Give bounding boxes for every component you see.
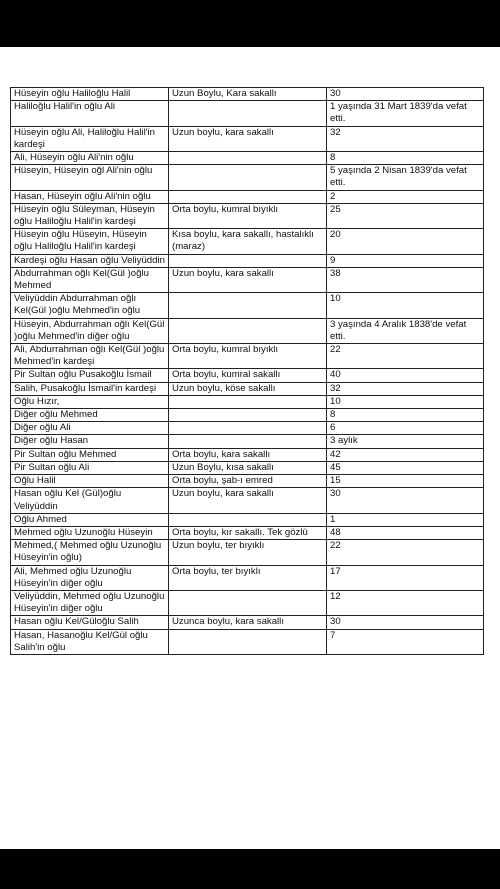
- age-cell: 3 yaşında 4 Aralık 1838'de vefat etti.: [327, 318, 484, 343]
- age-cell: 10: [327, 293, 484, 318]
- age-cell: 45: [327, 461, 484, 474]
- age-cell: 8: [327, 152, 484, 165]
- person-name-cell: Hüseyin oğlu Ali, Haliloğlu Halil'in kardeşi: [11, 126, 169, 151]
- description-cell: Uzun boylu, kara sakallı: [169, 488, 327, 513]
- person-name-cell: Hasan oğlu Kel/Güloğlu Salih: [11, 616, 169, 629]
- description-cell: [169, 435, 327, 448]
- age-cell: 32: [327, 382, 484, 395]
- table-row: [11, 126, 484, 151]
- description-cell: Uzun Boylu, Kara sakallı: [169, 88, 327, 101]
- person-name-cell: Abdurrahman oğlı Kel(Gül )oğlu Mehmed: [11, 267, 169, 292]
- table-row: [11, 395, 484, 408]
- table-row: [11, 318, 484, 343]
- person-name-cell: Pir Sultan oğlu Pusakoğlu İsmail: [11, 369, 169, 382]
- age-cell: 6: [327, 422, 484, 435]
- age-cell: 9: [327, 254, 484, 267]
- person-name-cell: Diğer oğlu Ali: [11, 422, 169, 435]
- person-name-cell: Salih, Pusakoğlu İsmail'in kardeşi: [11, 382, 169, 395]
- person-name-cell: Hasan oğlu Kel (Gül)oğlu Veliyüddin: [11, 488, 169, 513]
- table-row: [11, 190, 484, 203]
- description-cell: Kısa boylu, kara sakallı, hastalıklı (maraz): [169, 229, 327, 254]
- description-cell: Orta boylu, şab-ı emred: [169, 475, 327, 488]
- age-cell: 12: [327, 590, 484, 615]
- table-row: [11, 540, 484, 565]
- age-cell: 22: [327, 344, 484, 369]
- description-cell: Orta boylu, kumral sakallı: [169, 369, 327, 382]
- description-cell: Uzun Boylu, kısa sakallı: [169, 461, 327, 474]
- table-row: [11, 565, 484, 590]
- age-cell: 20: [327, 229, 484, 254]
- age-cell: 5 yaşında 2 Nisan 1839'da vefat etti.: [327, 165, 484, 190]
- description-cell: Orta boylu, kumral bıyıklı: [169, 344, 327, 369]
- table-row: [11, 488, 484, 513]
- description-cell: [169, 409, 327, 422]
- table-row: [11, 590, 484, 615]
- table-row: [11, 461, 484, 474]
- age-cell: 30: [327, 88, 484, 101]
- table-row: [11, 229, 484, 254]
- census-table: [10, 87, 484, 655]
- census-table-body: [11, 88, 484, 655]
- table-row: [11, 475, 484, 488]
- description-cell: [169, 101, 327, 126]
- person-name-cell: Hüseyin oğlu Hüseyin, Hüseyin oğlu Haliloğlu Halil'in kardeşi: [11, 229, 169, 254]
- table-row: [11, 382, 484, 395]
- person-name-cell: Hasan, Hasanoğlu Kel/Gül oğlu Salih'in oğlu: [11, 629, 169, 654]
- age-cell: 1: [327, 513, 484, 526]
- description-cell: Uzun boylu, köse sakallı: [169, 382, 327, 395]
- person-name-cell: Hüseyin oğlu Süleyman, Hüseyin oğlu Haliloğlu Halil'in kardeşi: [11, 203, 169, 228]
- age-cell: 25: [327, 203, 484, 228]
- description-cell: [169, 422, 327, 435]
- description-cell: [169, 590, 327, 615]
- age-cell: 2: [327, 190, 484, 203]
- table-row: [11, 267, 484, 292]
- description-cell: [169, 254, 327, 267]
- table-row: [11, 513, 484, 526]
- person-name-cell: Diğer oğlu Hasan: [11, 435, 169, 448]
- document-page: [0, 47, 500, 849]
- age-cell: 38: [327, 267, 484, 292]
- table-row: [11, 344, 484, 369]
- description-cell: Uzun boylu, kara sakallı: [169, 267, 327, 292]
- person-name-cell: Kardeşi oğlu Hasan oğlu Veliyüddin: [11, 254, 169, 267]
- description-cell: [169, 152, 327, 165]
- age-cell: 22: [327, 540, 484, 565]
- table-row: [11, 293, 484, 318]
- table-row: [11, 448, 484, 461]
- table-row: [11, 165, 484, 190]
- person-name-cell: Mehmed oğlu Uzunoğlu Hüseyin: [11, 526, 169, 539]
- age-cell: 30: [327, 488, 484, 513]
- age-cell: 15: [327, 475, 484, 488]
- person-name-cell: Oğlu Ahmed: [11, 513, 169, 526]
- table-row: [11, 629, 484, 654]
- person-name-cell: Hasan, Hüseyin oğlu Ali'nin oğlu: [11, 190, 169, 203]
- age-cell: 10: [327, 395, 484, 408]
- age-cell: 3 aylık: [327, 435, 484, 448]
- description-cell: [169, 293, 327, 318]
- age-cell: 48: [327, 526, 484, 539]
- table-row: [11, 435, 484, 448]
- person-name-cell: Hüseyin, Hüseyin oğl Ali'nin oğlu: [11, 165, 169, 190]
- description-cell: Orta boylu, ter bıyıklı: [169, 565, 327, 590]
- description-cell: [169, 318, 327, 343]
- description-cell: [169, 165, 327, 190]
- person-name-cell: Mehmed,( Mehmed oğlu Uzunoğlu Hüseyin'in oğlu): [11, 540, 169, 565]
- description-cell: Uzun boylu, kara sakallı: [169, 126, 327, 151]
- person-name-cell: Veliyüddin Abdurrahman oğlı Kel(Gül )oğlu Mehmed'in oğlu: [11, 293, 169, 318]
- description-cell: [169, 395, 327, 408]
- person-name-cell: Hüseyin, Abdurrahman oğlı Kel(Gül )oğlu Mehmed'in diğer oğlu: [11, 318, 169, 343]
- person-name-cell: Diğer oğlu Mehmed: [11, 409, 169, 422]
- table-row: [11, 616, 484, 629]
- person-name-cell: Ali, Mehmed oğlu Uzunoğlu Hüseyin'in diğer oğlu: [11, 565, 169, 590]
- age-cell: 7: [327, 629, 484, 654]
- person-name-cell: Haliloğlu Halil'in oğlu Ali: [11, 101, 169, 126]
- person-name-cell: Oğlu Halil: [11, 475, 169, 488]
- age-cell: 40: [327, 369, 484, 382]
- description-cell: Orta boylu, kumral bıyıklı: [169, 203, 327, 228]
- description-cell: [169, 629, 327, 654]
- description-cell: Uzunca boylu, kara sakallı: [169, 616, 327, 629]
- age-cell: 30: [327, 616, 484, 629]
- description-cell: Orta boylu, kara sakallı: [169, 448, 327, 461]
- person-name-cell: Pir Sultan oğlu Ali: [11, 461, 169, 474]
- table-row: [11, 101, 484, 126]
- person-name-cell: Ali, Hüseyin oğlu Ali'nin oğlu: [11, 152, 169, 165]
- table-row: [11, 254, 484, 267]
- table-row: [11, 88, 484, 101]
- age-cell: 1 yaşında 31 Mart 1839'da vefat etti.: [327, 101, 484, 126]
- table-row: [11, 526, 484, 539]
- person-name-cell: Ali, Abdurrahman oğlı Kel(Gül )oğlu Mehmed'in kardeşi: [11, 344, 169, 369]
- age-cell: 8: [327, 409, 484, 422]
- description-cell: Uzun boylu, ter bıyıklı: [169, 540, 327, 565]
- person-name-cell: Veliyüddin, Mehmed oğlu Uzunoğlu Hüseyin'in diğer oğlu: [11, 590, 169, 615]
- age-cell: 17: [327, 565, 484, 590]
- person-name-cell: Hüseyin oğlu Haliloğlu Halil: [11, 88, 169, 101]
- person-name-cell: Oğlu Hızır,: [11, 395, 169, 408]
- age-cell: 42: [327, 448, 484, 461]
- description-cell: [169, 190, 327, 203]
- table-row: [11, 152, 484, 165]
- description-cell: Orta boylu, kır sakallı. Tek gözlü: [169, 526, 327, 539]
- table-row: [11, 203, 484, 228]
- table-row: [11, 369, 484, 382]
- table-row: [11, 409, 484, 422]
- age-cell: 32: [327, 126, 484, 151]
- description-cell: [169, 513, 327, 526]
- table-row: [11, 422, 484, 435]
- person-name-cell: Pir Sultan oğlu Mehmed: [11, 448, 169, 461]
